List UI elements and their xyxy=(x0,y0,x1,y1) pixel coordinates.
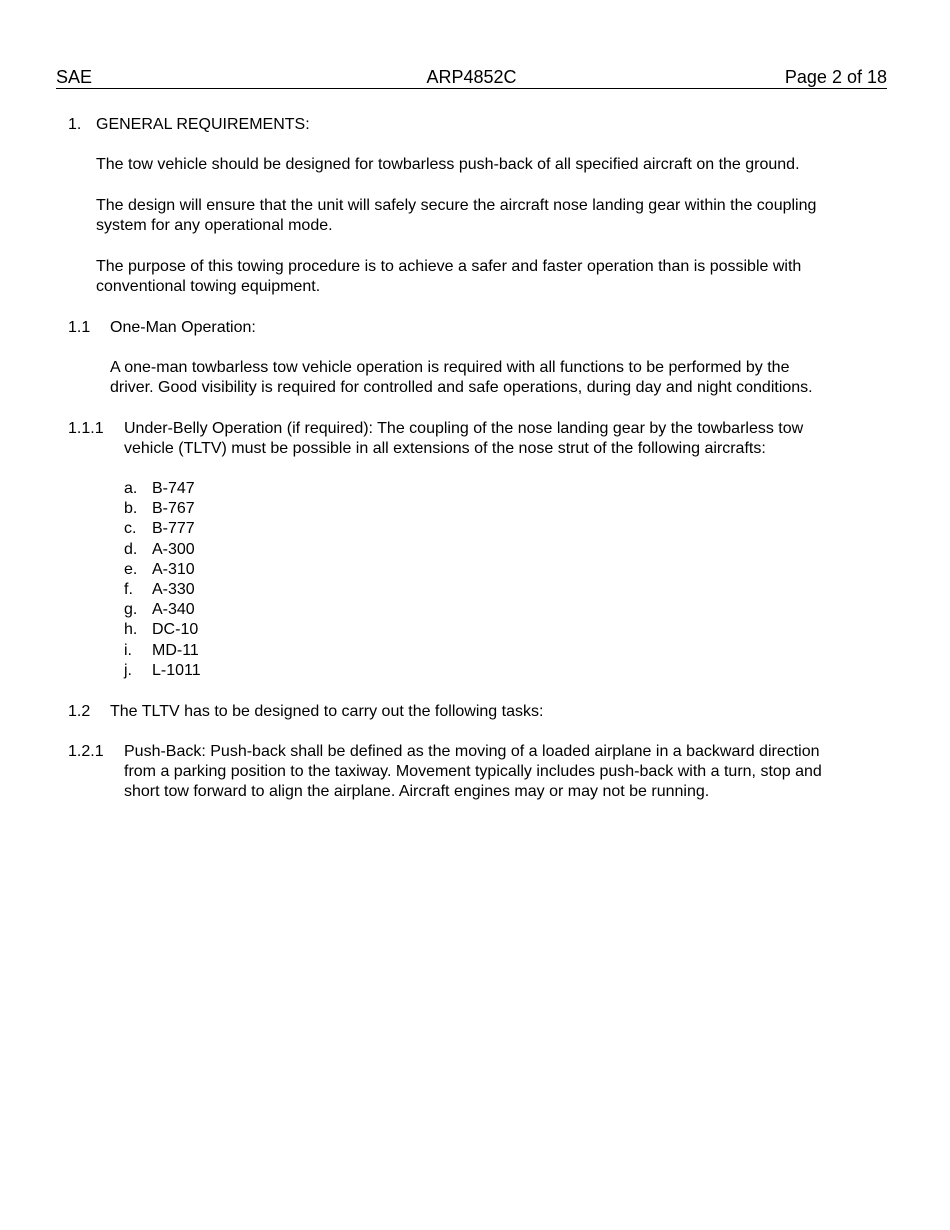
list-item-letter: c. xyxy=(124,520,137,538)
list-item xyxy=(124,580,324,600)
list-item-letter: j. xyxy=(124,661,132,679)
paragraph-text: The tow vehicle should be designed for towbarless push-back of all specified aircraft on the ground. xyxy=(96,156,800,173)
section-number: 1.1.1 xyxy=(68,420,104,437)
paragraph-line: Push-Back: Push-back shall be defined as the moving of a loaded airplane in a backward direction xyxy=(124,743,820,760)
section-1-1-1 xyxy=(68,419,888,459)
list-item-aircraft: MD-11 xyxy=(152,641,199,659)
list-item-letter: i. xyxy=(124,641,132,659)
list-item-letter: e. xyxy=(124,560,138,578)
paragraph-line: Under-Belly Operation (if required): The coupling of the nose landing gear by the towbarless tow xyxy=(124,420,804,437)
section-1-2-1 xyxy=(68,742,888,802)
paragraph-1-1 xyxy=(96,155,800,175)
page-header xyxy=(56,66,887,89)
section-number: 1.1 xyxy=(68,319,91,336)
list-item xyxy=(124,600,324,620)
list-item xyxy=(124,499,324,519)
section-text: The TLTV has to be designed to carry out the following tasks: xyxy=(110,703,544,720)
list-item-aircraft: B-747 xyxy=(152,480,195,497)
section-number: 1.2.1 xyxy=(68,743,104,760)
header-org: SAE xyxy=(56,67,93,87)
section-title: One-Man Operation: xyxy=(110,319,256,336)
aircraft-list xyxy=(124,479,324,679)
list-item xyxy=(124,620,324,640)
list-item-letter: b. xyxy=(124,500,138,518)
paragraph-line: driver. Good visibility is required for controlled and safe operations, during day and night conditions. xyxy=(110,379,813,396)
list-item-letter: h. xyxy=(124,621,138,639)
section-number: 1.2 xyxy=(68,703,91,720)
list-item xyxy=(124,540,324,560)
list-item-aircraft: B-767 xyxy=(152,500,195,518)
list-item-letter: f. xyxy=(124,581,133,598)
list-item xyxy=(124,641,324,661)
header-doc-id: ARP4852C xyxy=(426,67,517,87)
section-title: GENERAL REQUIREMENTS: xyxy=(96,116,310,133)
header-page-number: Page 2 of 18 xyxy=(784,67,887,87)
paragraph-line: short tow forward to align the airplane. Aircraft engines may or may not be running. xyxy=(124,783,710,800)
list-item-letter: a. xyxy=(124,480,138,497)
section-number: 1. xyxy=(68,116,82,133)
paragraph-line: system for any operational mode. xyxy=(96,217,333,234)
paragraph-1-3 xyxy=(96,257,801,297)
list-item-aircraft: A-330 xyxy=(152,581,195,598)
list-item-aircraft: DC-10 xyxy=(152,621,199,639)
paragraph-line: The purpose of this towing procedure is to achieve a safer and faster operation than is possible with xyxy=(96,258,802,275)
list-item-aircraft: B-777 xyxy=(152,520,195,538)
list-item-letter: d. xyxy=(124,540,138,558)
list-item-aircraft: A-300 xyxy=(152,540,195,558)
list-item-aircraft: L-1011 xyxy=(152,661,201,679)
paragraph-line: The design will ensure that the unit will safely secure the aircraft nose landing gear within the coupling xyxy=(96,197,817,214)
paragraph-1-1-body xyxy=(110,358,813,398)
paragraph-line: conventional towing equipment. xyxy=(96,278,321,295)
list-item xyxy=(124,560,324,580)
list-item xyxy=(124,661,324,681)
paragraph-line: A one-man towbarless tow vehicle operation is required with all functions to be performed by the xyxy=(110,359,790,376)
paragraph-1-2 xyxy=(96,196,816,236)
list-item-aircraft: A-310 xyxy=(152,560,195,578)
paragraph-line: vehicle (TLTV) must be possible in all extensions of the nose strut of the following aircrafts: xyxy=(124,440,766,457)
list-item xyxy=(124,479,324,499)
section-1-heading xyxy=(68,115,868,135)
list-item-aircraft: A-340 xyxy=(152,601,195,619)
list-item-letter: g. xyxy=(124,601,138,619)
paragraph-line: from a parking position to the taxiway. Movement typically includes push-back with a turn, stop and xyxy=(124,763,822,780)
section-1-2 xyxy=(68,702,868,722)
section-1-1-heading xyxy=(68,318,868,338)
list-item xyxy=(124,519,324,539)
